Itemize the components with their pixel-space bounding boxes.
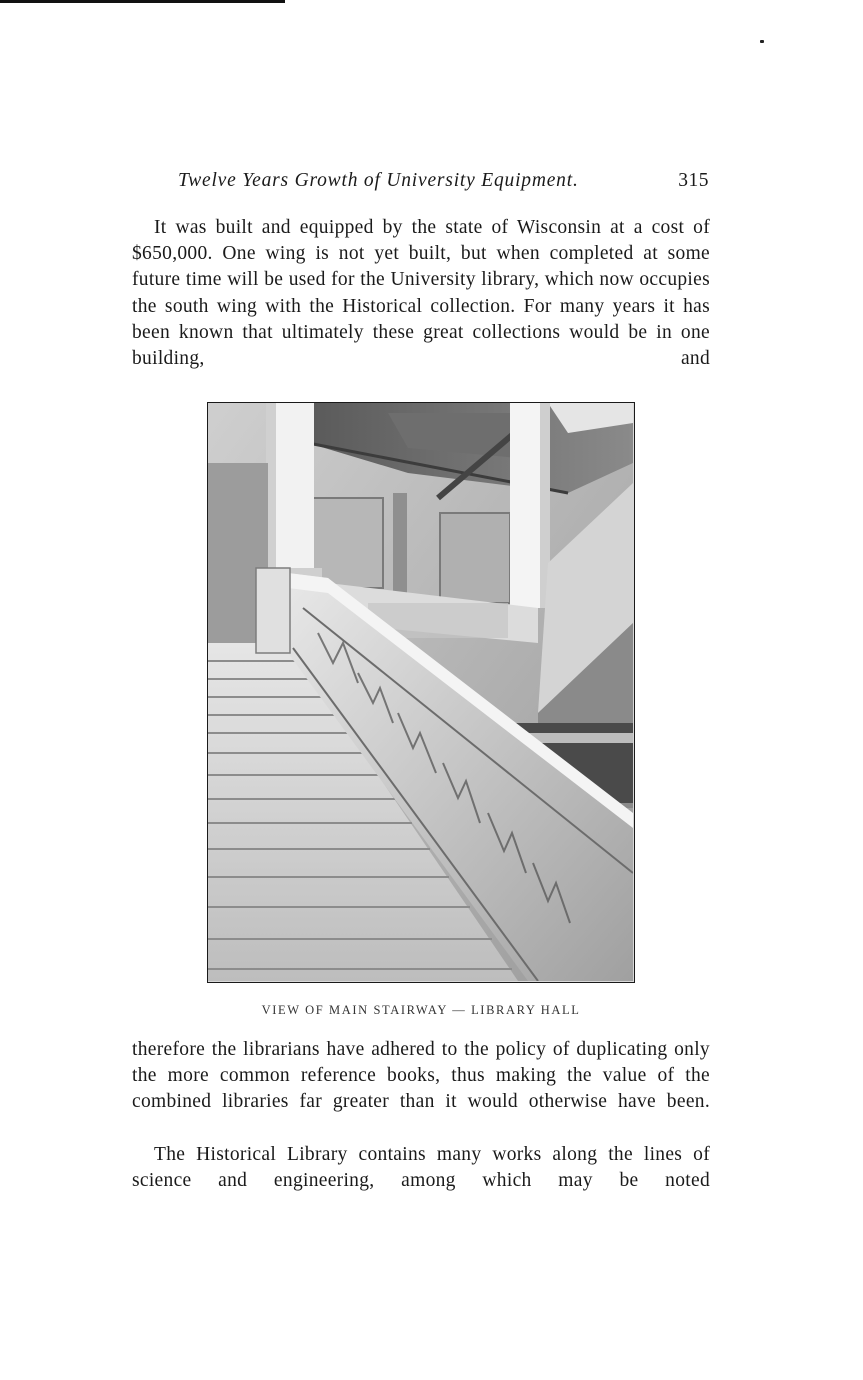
running-title: Twelve Years Growth of University Equipment. [178, 170, 579, 191]
paragraph-1: It was built and equipped by the state of Wisconsin at a cost of $650,000. One wing is not yet built, but when completed at some future time will be used for the University library, which now occupies the south wing with the Historical collection. For many years it has been known that ultimately these great collections would be in one building, and [132, 217, 710, 370]
paragraph-2: therefore the librarians have adhered to the policy of duplicating only the more common reference books, thus making the value of the combined libraries far greater than it would otherwise have been. [132, 1039, 710, 1113]
paragraph-3: The Historical Library contains many works along the lines of science and engineering, among which may be noted [132, 1144, 710, 1192]
running-head [134, 170, 709, 198]
stairway-photograph [207, 402, 635, 983]
page-number: 315 [678, 170, 709, 191]
ink-speck [760, 40, 764, 43]
top-edge-rule [0, 0, 285, 3]
figure-caption: VIEW OF MAIN STAIRWAY — LIBRARY HALL [261, 1003, 581, 1017]
